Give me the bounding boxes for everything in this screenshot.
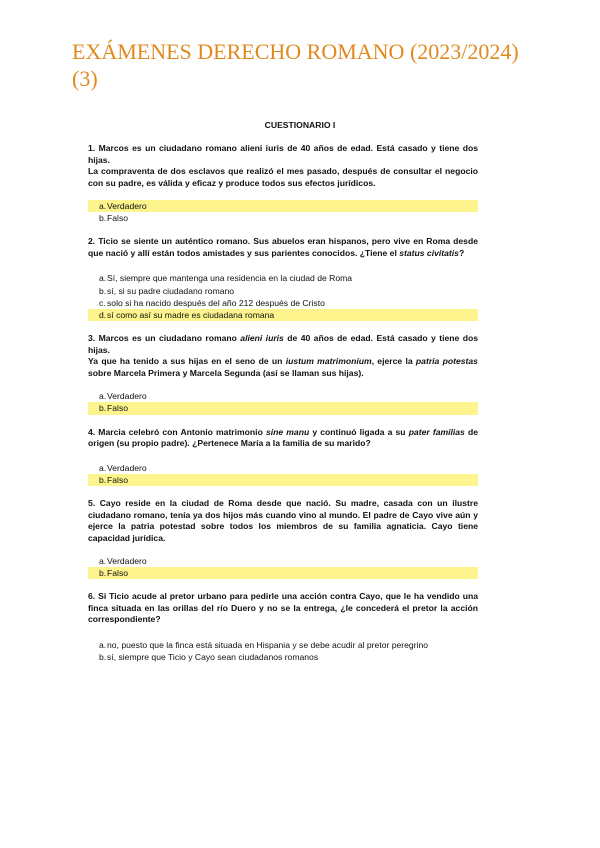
question-5-options [88,555,478,579]
question-6-text: 6. Si Ticio acude al pretor urbano para pedirle una acción contra Cayo, que le ha vendido una finca situada en las orillas del río Duero y no se la entrega, ¿le concederá el pretor la acción correspondiente? [88,591,478,625]
option-6b[interactable]: b. sí, siempre que Ticio y Cayo sean ciudadanos romanos [99,652,319,663]
question-2-text: 2. Ticio se siente un auténtico romano. Sus abuelos eran hispanos, pero vive en Roma desde que nació y allí están todos amistades y sus parientes conocidos. ¿Tiene el status civitatis? [88,236,478,258]
document-title: EXÁMENES DERECHO ROMANO (2023/2024) (3) [72,39,519,91]
option-4a[interactable]: a. Verdadero [99,462,147,473]
option-1a[interactable]: a. Verdadero [88,200,478,212]
option-2a[interactable]: a. Sí, siempre que mantenga una residencia en la ciudad de Roma [99,273,353,284]
question-3 [88,333,478,414]
option-6a[interactable]: a. no, puesto que la finca está situada en Hispania y se debe acudir al pretor peregrino [99,639,429,650]
question-6 [88,591,478,663]
question-5 [88,498,478,579]
question-3-text: 3. Marcos es un ciudadano romano alieni iuris de 40 años de edad. Está casado y tiene dos hijas. Ya que ha tenido a sus hijas en el seno de un iustum matrimonium, ejerce la patria potestas sobre Marcela Primera y Marcela Segunda (así se llaman sus hijas). [88,333,478,378]
question-3-options [88,390,478,414]
question-5-text: 5. Cayo reside en la ciudad de Roma desde que nació. Su madre, casada con un ilustre ciudadano romano, tenía ya dos hijos más cuando vino al mundo. El padre de Cayo vive aún y ejerce la patria potestad sobre todos los miembros de su familia agnaticia. Cayo tiene capacidad jurídica. [88,498,478,543]
option-2d[interactable]: d. sí como así su madre es ciudadana romana [88,309,478,321]
option-1b[interactable]: b. Falso [99,213,129,224]
questionnaire [88,143,478,663]
option-5b[interactable]: b. Falso [88,567,478,579]
option-3b[interactable]: b. Falso [88,402,478,414]
option-4b[interactable]: b. Falso [88,474,478,486]
question-1-text: 1. Marcos es un ciudadano romano alieni iuris de 40 años de edad. Está casado y tiene dos hijas. La compraventa de dos esclavos que realizó el mes pasado, después de consultar el negocio con su padre, es válida y eficaz y produce todos sus efectos jurídicos. [88,143,478,188]
section-title: CUESTIONARIO I [264,120,336,130]
question-2-options [88,272,478,321]
question-4-text: 4. Marcia celebró con Antonio matrimonio sine manu y continuó ligada a su pater familias de origen (su propio padre). ¿Pertenece María a la familia de su marido? [88,426,479,449]
option-5a[interactable]: a. Verdadero [99,556,147,567]
question-1-options [88,200,478,224]
question-4-options [88,462,478,486]
option-2b[interactable]: b. sí, si su padre ciudadano romano [99,285,235,296]
question-2 [88,236,478,321]
question-4 [88,427,478,486]
option-3a[interactable]: a. Verdadero [99,391,147,402]
question-6-options [88,639,478,663]
option-2c[interactable]: c. solo si ha nacido después del año 212 después de Cristo [99,297,325,308]
question-1 [88,143,478,224]
